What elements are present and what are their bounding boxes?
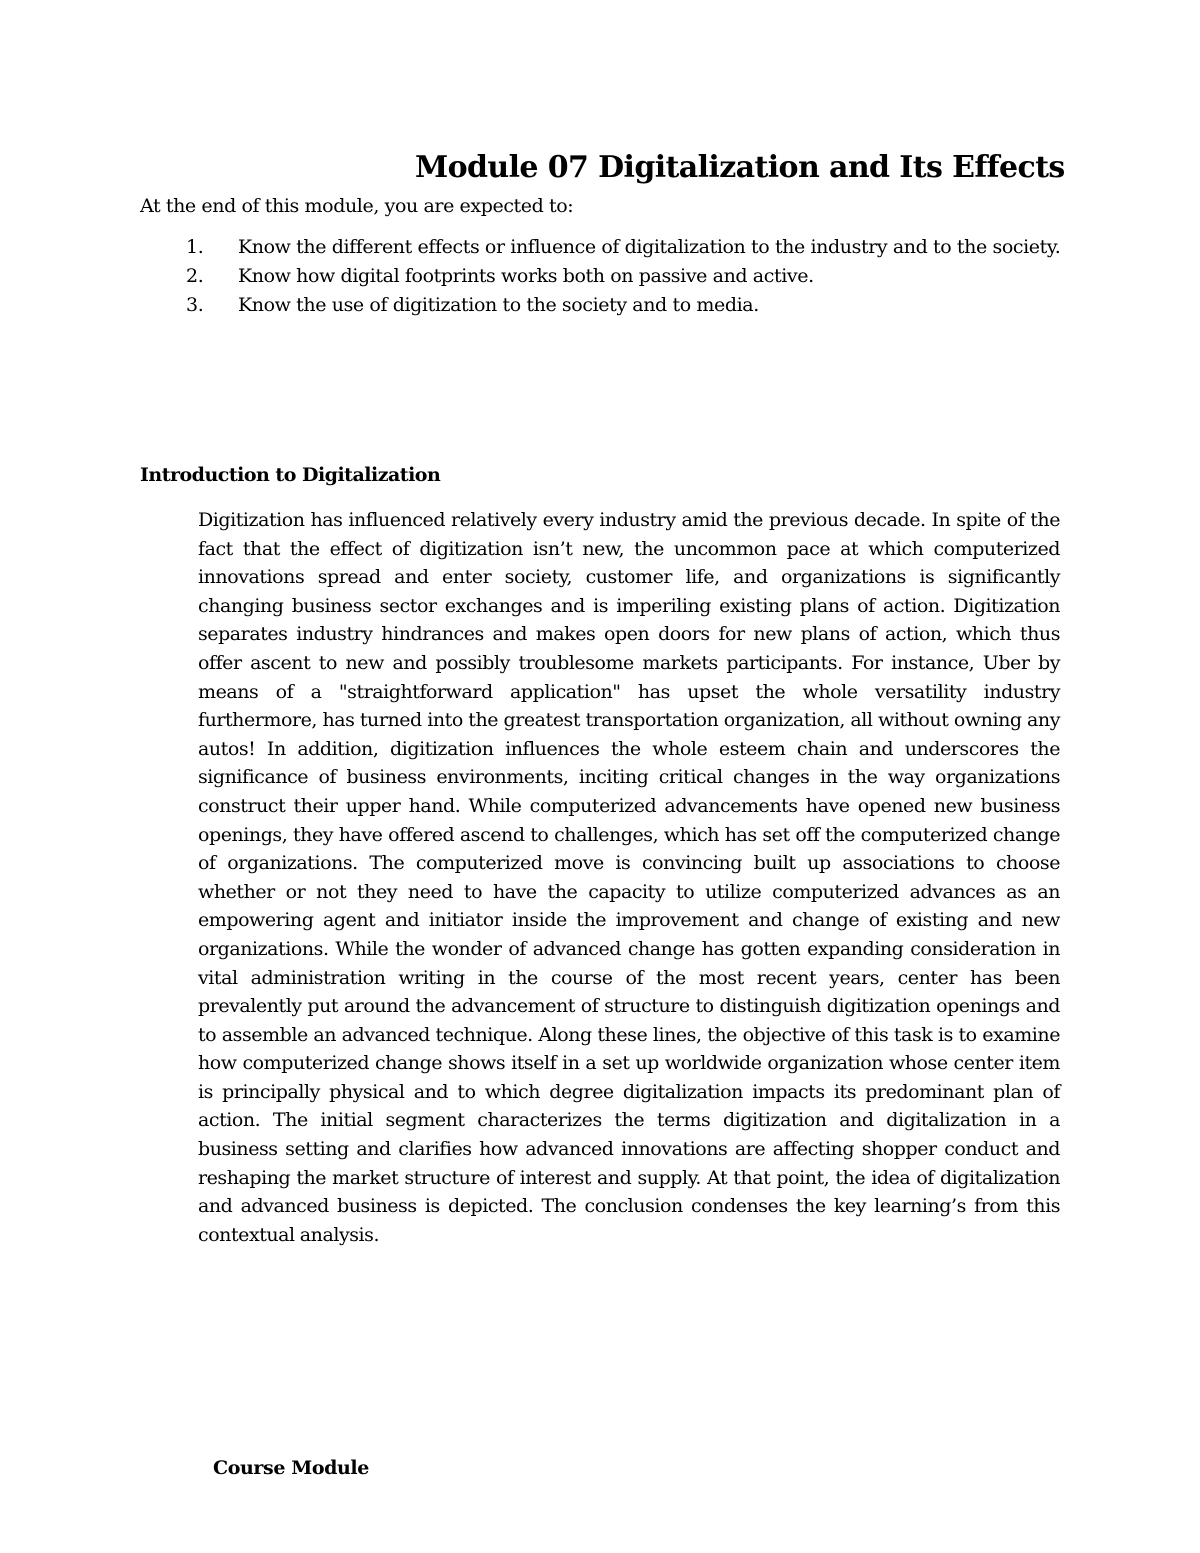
objectives-intro: At the end of this module, you are expected to:	[140, 195, 574, 217]
objective-item	[180, 262, 1070, 291]
page-footer: Course Module	[213, 1457, 369, 1479]
objective-text: Know how digital footprints works both on passive and active.	[238, 265, 814, 287]
module-title: Module 07 Digitalization and Its Effects	[415, 150, 1065, 185]
objective-number: 2.	[186, 265, 204, 287]
objective-item	[180, 233, 1070, 262]
body-paragraph: Digitization has influenced relatively every industry amid the previous decade. In spite of the fact that the effect of digitization isn’t new, the uncommon pace at which computerized innovations spread and enter society, customer life, and organizations is significantly changing business sector exchanges and is imperiling existing plans of action. Digitization separates industry hindrances and makes open doors for new plans of action, which thus offer ascent to new and possibly troublesome markets participants. For instance, Uber by means of a "straightforward application" has upset the whole versatility industry furthermore, has turned into the greatest transportation organization, all without owning any autos! In addition, digitization influences the whole esteem chain and underscores the significance of business environments, inciting critical changes in the way organizations construct their upper hand. While computerized advancements have opened new business openings, they have offered ascend to challenges, which has set off the computerized change of organizations. The computerized move is convincing built up associations to choose whether or not they need to have the capacity to utilize computerized advances as an empowering agent and initiator inside the improvement and change of existing and new organizations. While the wonder of advanced change has gotten expanding consideration in vital administration writing in the course of the most recent years, center has been prevalently put around the advancement of structure to distinguish digitization openings and to assemble an advanced technique. Along these lines, the objective of this task is to examine how computerized change shows itself in a set up worldwide organization whose center item is principally physical and to which degree digitalization impacts its predominant plan of action. The initial segment characterizes the terms digitization and digitalization in a business setting and clarifies how advanced innovations are affecting shopper conduct and reshaping the market structure of interest and supply. At that point, the idea of digitalization and advanced business is depicted. The conclusion condenses the key learning’s from this contextual analysis.	[198, 509, 1060, 1246]
objectives-list	[180, 233, 1070, 320]
objective-number: 1.	[186, 236, 204, 258]
objective-text: Know the different effects or influence of digitalization to the industry and to the society.	[238, 236, 1061, 258]
section-heading: Introduction to Digitalization	[140, 464, 441, 486]
objective-item	[180, 291, 1070, 320]
objective-text: Know the use of digitization to the society and to media.	[238, 294, 759, 316]
objective-number: 3.	[186, 294, 204, 316]
